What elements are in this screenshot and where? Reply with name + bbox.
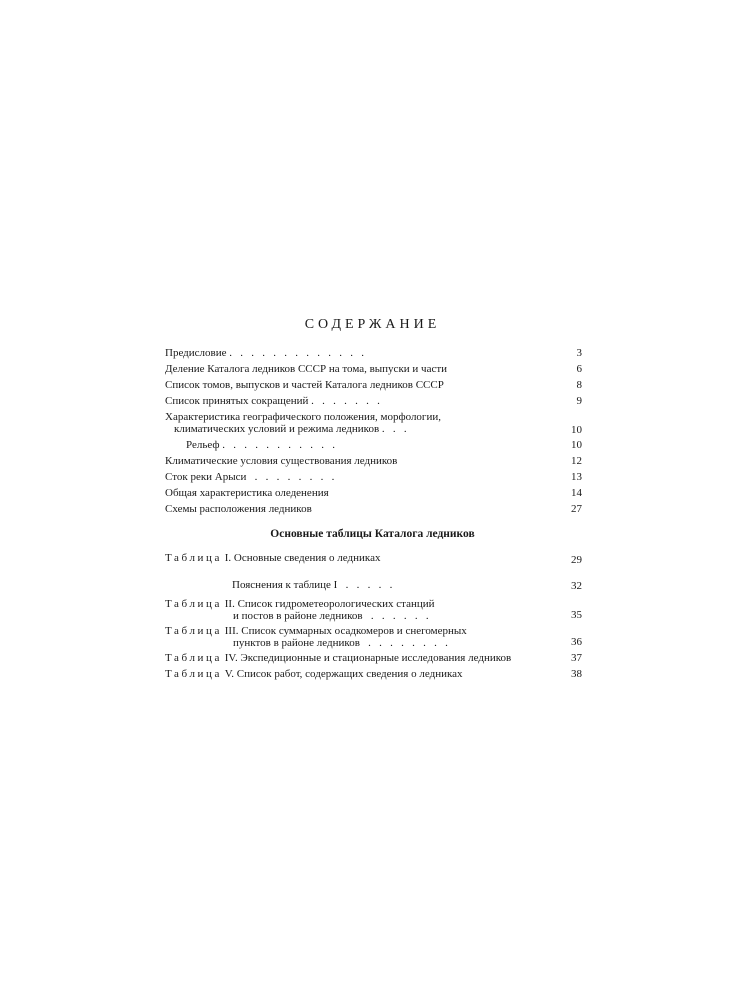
toc-entry-text	[165, 487, 329, 499]
toc-entry-title: и постов в районе ледников	[233, 610, 363, 622]
page-number: 27	[571, 503, 582, 515]
toc-entry-text	[165, 347, 364, 359]
dot-leader: . . . . . . .	[308, 395, 380, 407]
toc-entry-title: IV. Экспедиционные и стационарные исследования ледников	[222, 652, 512, 664]
toc-entry-text	[165, 471, 334, 483]
dot-leader: . . . . . .	[362, 610, 429, 622]
dot-leader: . . . . . . . . . . . . .	[226, 347, 364, 359]
page-number: 29	[571, 554, 582, 566]
page-number: 13	[571, 471, 582, 483]
toc-entry-text	[233, 610, 429, 622]
page-number: 14	[571, 487, 582, 499]
page-number: 38	[571, 668, 582, 680]
page-number: 9	[576, 395, 582, 407]
page-number: 8	[576, 379, 582, 391]
page-number: 12	[571, 455, 582, 467]
toc-entry-text	[165, 379, 444, 391]
table-prefix: Таблица	[165, 625, 222, 637]
toc-entry-title: Характеристика географического положения, морфологии,	[165, 411, 441, 423]
toc-entry-title: I. Основные сведения о ледниках	[222, 552, 381, 564]
toc-entry-text	[186, 439, 335, 451]
table-prefix: Таблица	[165, 552, 222, 564]
page-number: 32	[571, 580, 582, 592]
toc-entry-title: Схемы расположения ледников	[165, 503, 312, 515]
toc-entry-text	[165, 411, 441, 423]
toc-entry-text	[165, 395, 380, 407]
page-number: 36	[571, 636, 582, 648]
toc-entry-title: Рельеф	[186, 439, 220, 451]
toc-entry-title: климатических условий и режима ледников	[174, 423, 380, 435]
page-number: 35	[571, 609, 582, 621]
toc-entry-title: Предисловие	[165, 347, 227, 359]
page-number: 37	[571, 652, 582, 664]
toc-entry-title: III. Список суммарных осадкомеров и снегомерных	[222, 625, 467, 637]
table-prefix: Таблица	[165, 598, 222, 610]
toc-entry-text	[232, 579, 392, 591]
toc-entry-text	[165, 652, 511, 664]
toc-entry-text	[233, 637, 448, 649]
toc-entry-text	[165, 625, 467, 637]
dot-leader: . . .	[379, 423, 407, 435]
page-number: 10	[571, 439, 582, 451]
toc-entry-title: Список томов, выпусков и частей Каталога ледников СССР	[165, 379, 444, 391]
toc-entry-text	[165, 503, 312, 515]
dot-leader: . . . . . . . .	[246, 471, 335, 483]
table-prefix: Таблица	[165, 652, 222, 664]
toc-entry-text	[165, 552, 380, 564]
toc-entry-title: Климатические условия существования ледников	[165, 455, 398, 467]
toc-entry-title: Список принятых сокращений	[165, 395, 309, 407]
toc-entry-title: Пояснения к таблице I	[232, 579, 338, 591]
toc-entry-text	[165, 668, 463, 680]
toc-entry-title: II. Список гидрометеорологических станций	[222, 598, 435, 610]
toc-entry-title: Общая характеристика оледенения	[165, 487, 329, 499]
toc-entry-text	[165, 363, 447, 375]
toc-entry-text	[174, 423, 407, 435]
toc-entry-title: V. Список работ, содержащих сведения о ледниках	[222, 668, 463, 680]
toc-entry-title: пунктов в районе ледников	[233, 637, 360, 649]
toc-entry-text	[165, 455, 397, 467]
page-title: СОДЕРЖАНИЕ	[304, 317, 441, 332]
table-prefix: Таблица	[165, 668, 222, 680]
toc-entry-title: Деление Каталога ледников СССР на тома, выпуски и части	[165, 363, 448, 375]
toc-entry-title: Сток реки Арыси	[165, 471, 247, 483]
section-heading: Основные таблицы Каталога ледников	[270, 528, 475, 540]
toc-entry-text	[165, 598, 435, 610]
dot-leader: . . . . . . . . . . .	[219, 439, 336, 451]
page-number: 3	[576, 347, 582, 359]
dot-leader: . . . . .	[337, 579, 393, 591]
page-number: 6	[576, 363, 582, 375]
page-number: 10	[571, 424, 582, 436]
dot-leader: . . . . . . . .	[359, 637, 448, 649]
